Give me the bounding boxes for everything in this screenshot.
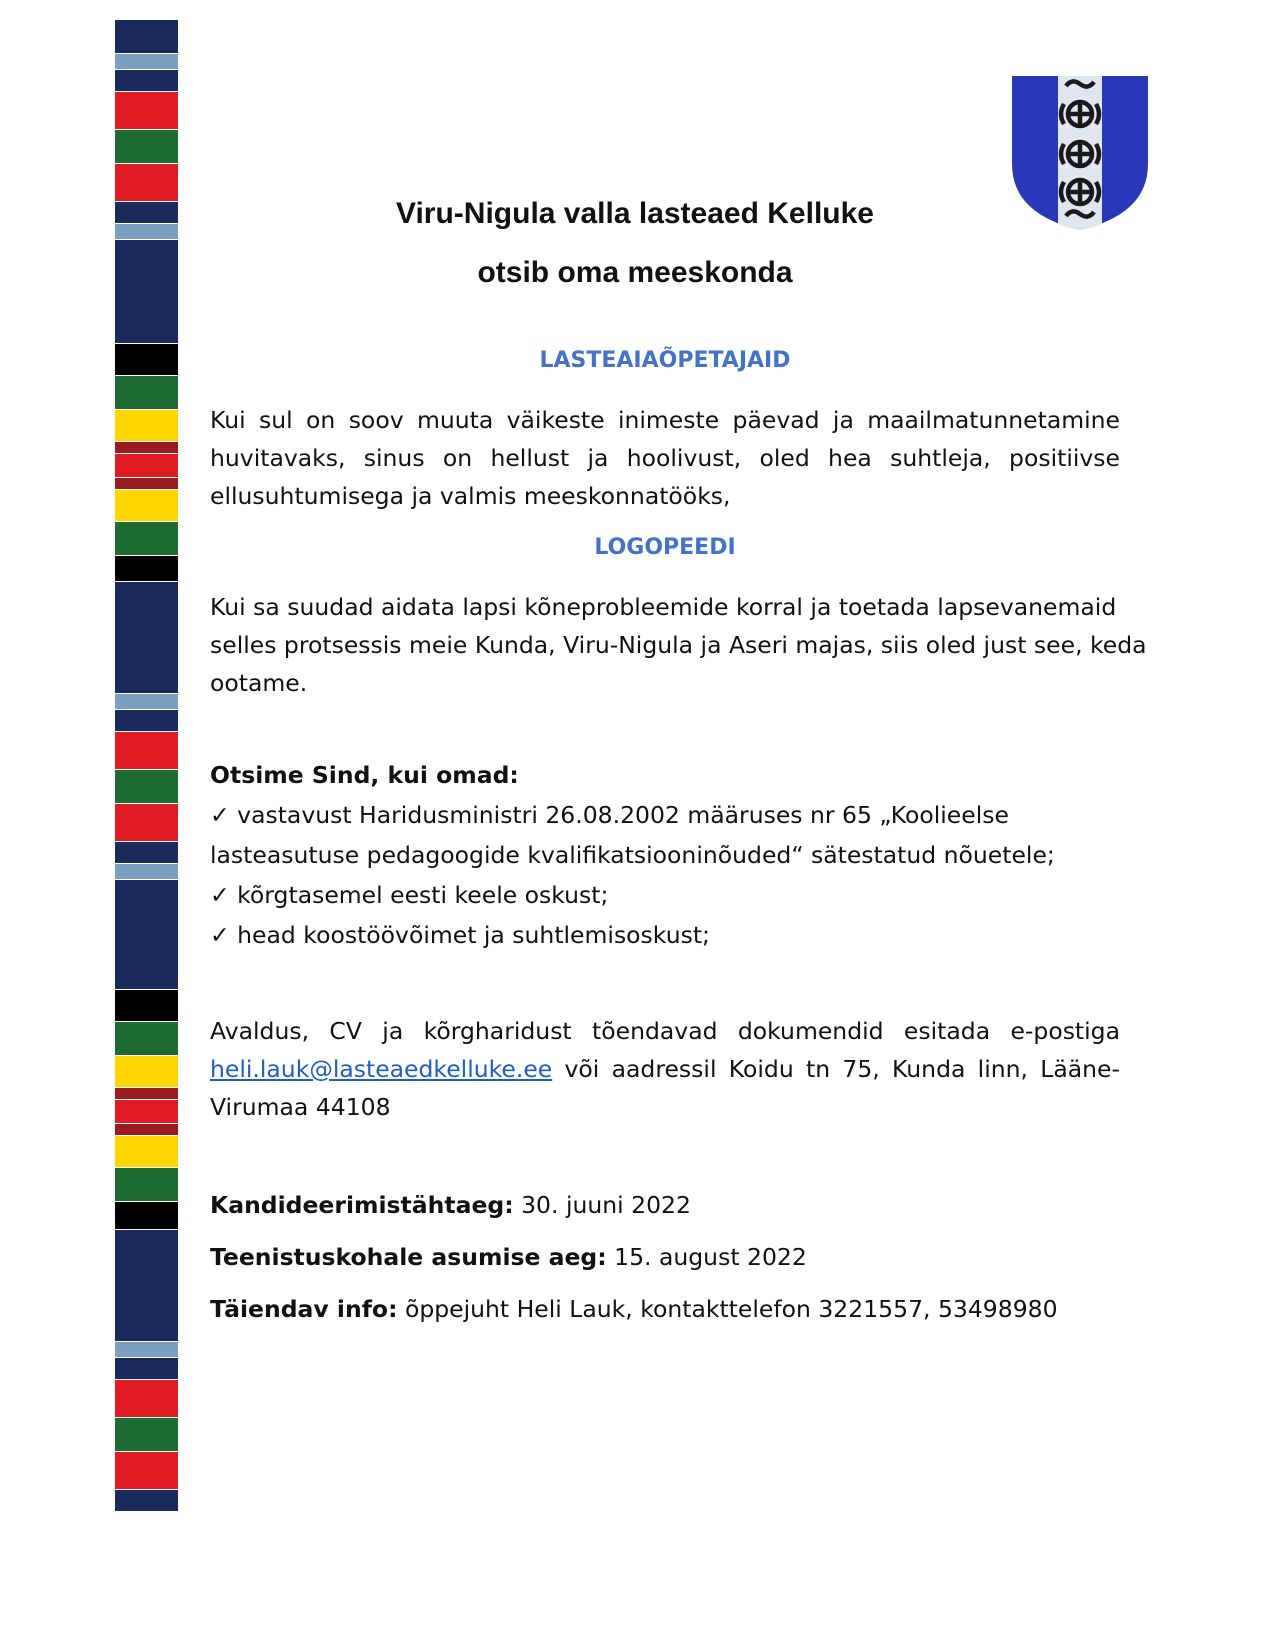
stripe-band xyxy=(115,582,178,694)
stripe-band xyxy=(115,556,178,582)
start-date-value: 15. august 2022 xyxy=(606,1243,807,1271)
stripe-band xyxy=(115,1490,178,1512)
stripe-band xyxy=(115,1100,178,1124)
page-title-line-1: Viru-Nigula valla lasteaed Kelluke xyxy=(396,197,874,230)
application-address: või aadressil Koidu tn 75, Kunda linn, Lääne- xyxy=(552,1055,1120,1083)
stripe-band xyxy=(115,1124,178,1136)
teachers-line-1: Kui sul on soov muuta väikeste inimeste päevad ja maailmatunnetamine xyxy=(210,406,1120,434)
stripe-band xyxy=(115,694,178,710)
teachers-paragraph xyxy=(210,401,1120,515)
teachers-heading: LASTEAIAÕPETAJAID xyxy=(539,348,791,373)
teachers-line-2: huvitavaks, sinus on hellust ja hoolivust, oled hea suhtleja, positiivse xyxy=(210,444,1120,472)
speech-therapist-paragraph xyxy=(210,588,1147,702)
stripe-band xyxy=(115,842,178,864)
contact-info-value: õppejuht Heli Lauk, kontakttelefon 3221557, 53498980 xyxy=(397,1295,1058,1323)
stripe-band xyxy=(115,864,178,880)
start-date-row xyxy=(210,1239,1120,1275)
stripe-band xyxy=(115,224,178,240)
stripe-band xyxy=(115,54,178,70)
stripe-band xyxy=(115,1136,178,1168)
email-link[interactable]: heli.lauk@lasteaedkelluke.ee xyxy=(210,1055,553,1083)
stripe-band xyxy=(115,490,178,522)
stripe-band xyxy=(115,522,178,556)
requirement-item: lasteasutuse pedagoogide kvalifikatsiooninõuded“ sätestatud nõuetele; xyxy=(210,841,1055,869)
stripe-band xyxy=(115,20,178,54)
stripe-band xyxy=(115,1452,178,1490)
speech-line-2: selles protsessis meie Kunda, Viru-Nigula ja Aseri majas, siis oled just see, keda xyxy=(210,631,1147,659)
decorative-stripe xyxy=(115,20,178,1630)
stripe-band xyxy=(115,1202,178,1230)
stripe-band xyxy=(115,1418,178,1452)
application-line-1: Avaldus, CV ja kõrgharidust tõendavad dokumendid esitada e-postiga xyxy=(210,1017,1120,1045)
stripe-band xyxy=(115,1088,178,1100)
stripe-band xyxy=(115,454,178,478)
stripe-band xyxy=(115,202,178,224)
stripe-band xyxy=(115,410,178,442)
stripe-band xyxy=(115,376,178,410)
stripe-band xyxy=(115,710,178,732)
contact-info-row xyxy=(210,1291,1120,1327)
stripe-band xyxy=(115,1168,178,1202)
requirements-heading: Otsime Sind, kui omad: xyxy=(210,761,519,789)
stripe-band xyxy=(115,164,178,202)
requirement-item: ✓ head koostöövõimet ja suhtlemisoskust; xyxy=(210,921,710,949)
stripe-band xyxy=(115,1380,178,1418)
stripe-band xyxy=(115,92,178,130)
stripe-band xyxy=(115,770,178,804)
application-line-3: Virumaa 44108 xyxy=(210,1093,391,1121)
requirement-item: ✓ vastavust Haridusministri 26.08.2002 määruses nr 65 „Koolieelse xyxy=(210,801,1009,829)
speech-line-1: Kui sa suudad aidata lapsi kõneprobleemide korral ja toetada lapsevanemaid xyxy=(210,593,1117,621)
stripe-band xyxy=(115,70,178,92)
stripe-band xyxy=(115,1022,178,1056)
stripe-band xyxy=(115,990,178,1022)
stripe-band xyxy=(115,732,178,770)
start-date-label: Teenistuskohale asumise aeg: xyxy=(210,1243,607,1271)
deadline-label: Kandideerimistähtaeg: xyxy=(210,1191,514,1219)
coat-of-arms-icon xyxy=(1010,74,1150,234)
stripe-band xyxy=(115,880,178,990)
requirement-item: ✓ kõrgtasemel eesti keele oskust; xyxy=(210,881,609,909)
requirements-block xyxy=(210,755,1120,955)
stripe-band xyxy=(115,442,178,454)
stripe-band xyxy=(115,130,178,164)
deadline-row xyxy=(210,1187,1120,1223)
stripe-pattern xyxy=(115,20,178,1630)
coat-of-arms xyxy=(1010,74,1150,234)
stripe-band xyxy=(115,240,178,344)
speech-therapist-heading: LOGOPEEDI xyxy=(594,535,736,560)
stripe-band xyxy=(115,1342,178,1358)
stripe-band xyxy=(115,344,178,376)
stripe-divider xyxy=(115,1511,178,1513)
application-line-2 xyxy=(210,1050,1120,1088)
deadline-value: 30. juuni 2022 xyxy=(513,1191,691,1219)
stripe-band xyxy=(115,1230,178,1342)
page-title-line-2: otsib oma meeskonda xyxy=(477,256,793,289)
stripe-band xyxy=(115,478,178,490)
application-paragraph xyxy=(210,1012,1120,1126)
stripe-band xyxy=(115,804,178,842)
stripe-band xyxy=(115,1358,178,1380)
stripe-band xyxy=(115,1056,178,1088)
teachers-line-3: ellusuhtumisega ja valmis meeskonnatööks, xyxy=(210,482,731,510)
contact-info-label: Täiendav info: xyxy=(210,1295,398,1323)
speech-line-3: ootame. xyxy=(210,669,308,697)
